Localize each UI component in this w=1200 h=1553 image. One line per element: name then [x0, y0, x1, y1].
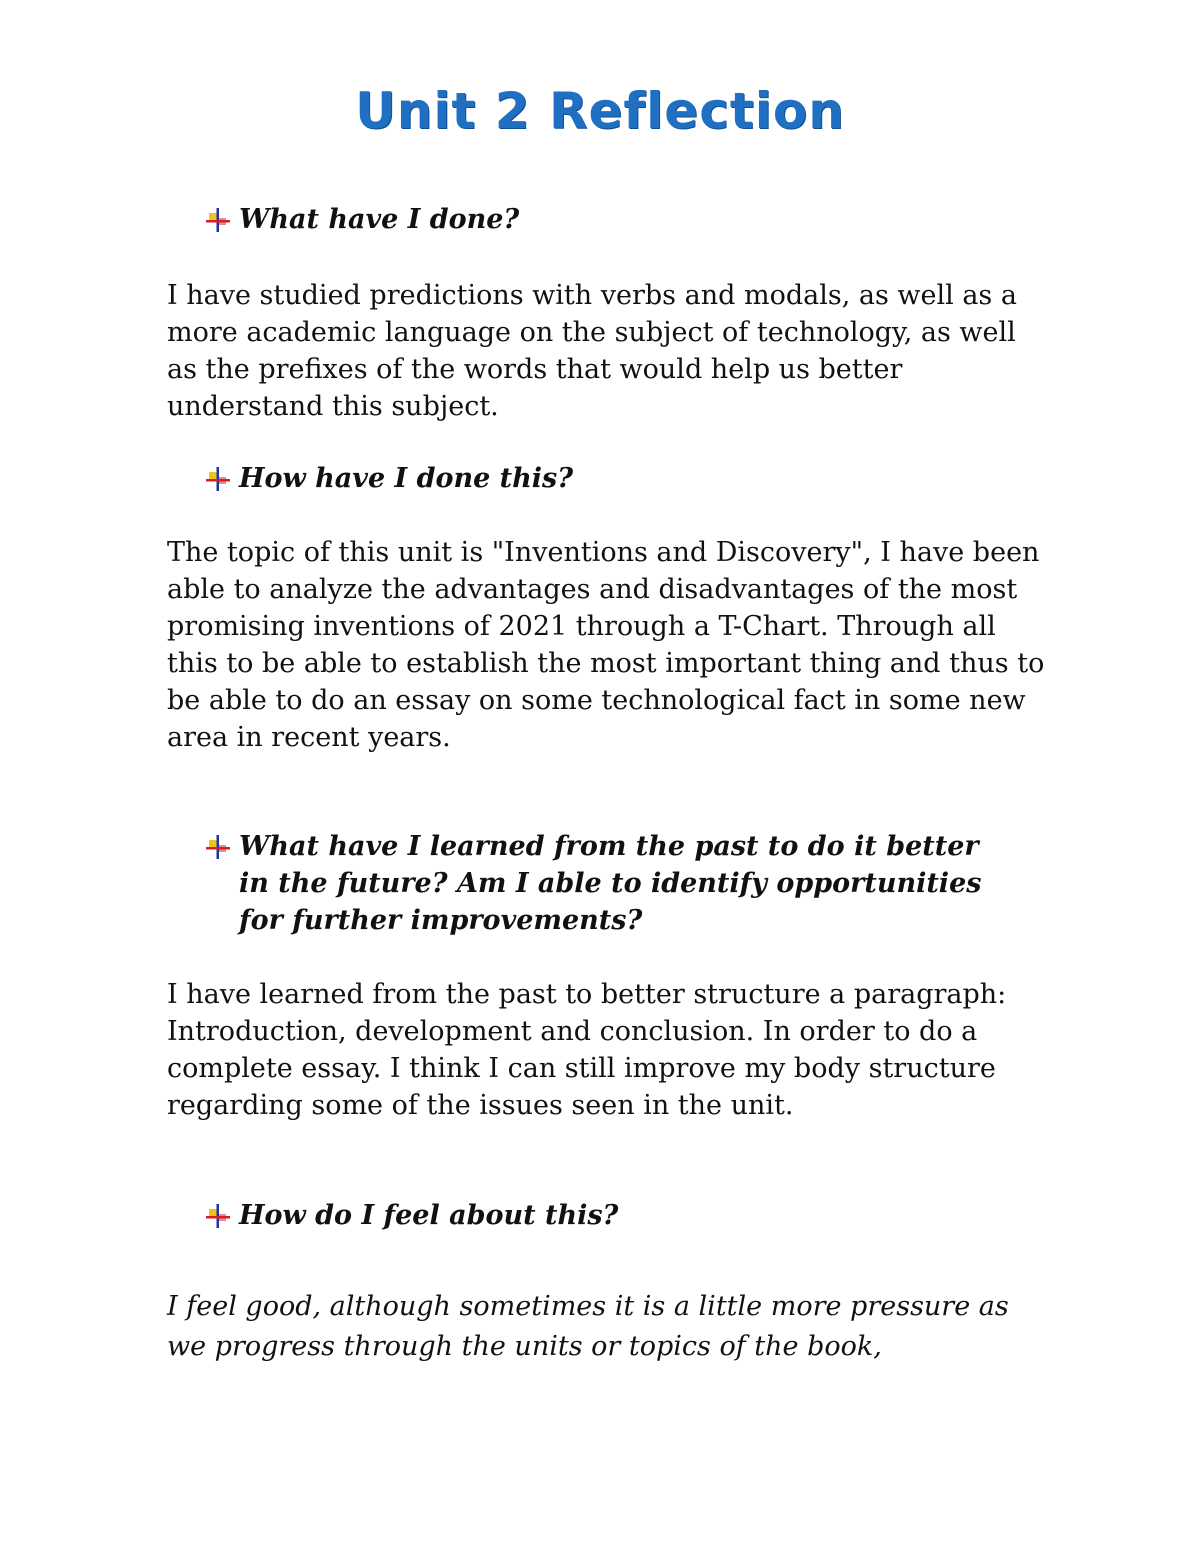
section-heading-1 — [205, 201, 1005, 238]
star-bullet-icon — [205, 834, 231, 860]
section-question: How do I feel about this? — [239, 1200, 619, 1231]
section-question: What have I learned from the past to do it better in the future? Am I able to identify opportunities for further improvements? — [239, 831, 982, 936]
section-heading-4 — [205, 1197, 1005, 1234]
star-bullet-icon — [205, 207, 231, 233]
section-question: What have I done? — [239, 204, 520, 235]
star-bullet-icon — [205, 466, 231, 492]
section-answer-1: I have studied predictions with verbs and modals, as well as a more academic language on the subject of technology, as well as the prefixes of the words that would help us better understand this subject. — [167, 280, 1017, 422]
section-answer-4: I feel good, although sometimes it is a little more pressure as we progress through the units or topics of the book, — [167, 1291, 1009, 1362]
star-bullet-icon — [205, 1203, 231, 1229]
section-answer-3: I have learned from the past to better structure a paragraph: Introduction, development and conclusion. In order to do a complete essay. I think I can still improve my body structure regarding some of the issues seen in the unit. — [167, 979, 1007, 1121]
page-title: Unit 2 Reflection — [355, 82, 845, 140]
section-heading-3 — [205, 828, 1005, 939]
section-question: How have I done this? — [239, 463, 574, 494]
section-answer-2: The topic of this unit is "Inventions and Discovery", I have been able to analyze the advantages and disadvantages of the most promising inventions of 2021 through a T-Chart. Through all this to be able to establish the most important thing and thus to be able to do an essay on some technological fact in some new area in recent years. — [167, 537, 1045, 753]
section-heading-2 — [205, 460, 1005, 497]
